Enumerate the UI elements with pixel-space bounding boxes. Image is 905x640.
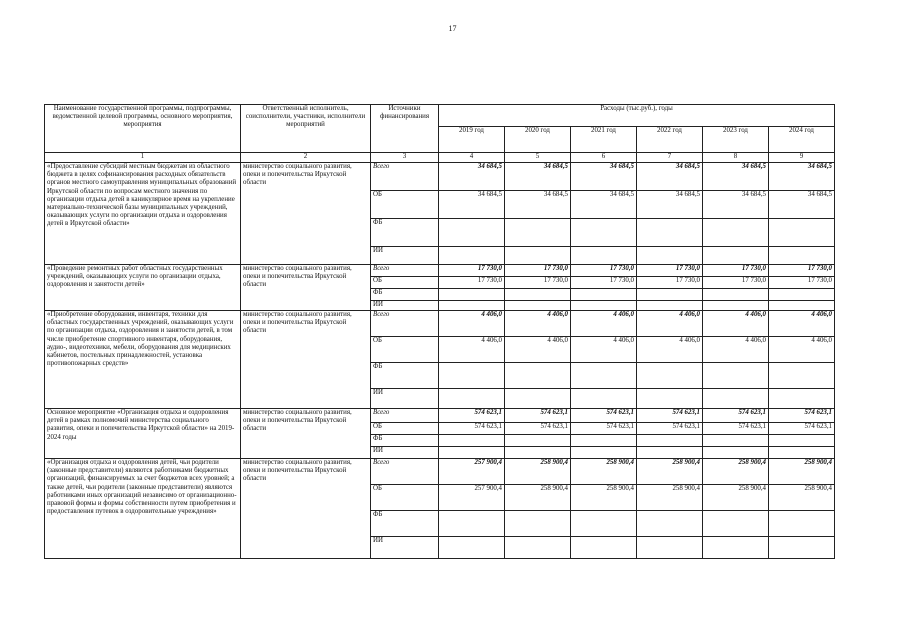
amount-cell xyxy=(637,219,703,247)
amount-cell xyxy=(637,363,703,389)
column-number: 8 xyxy=(703,153,769,163)
amount-cell xyxy=(703,537,769,559)
amount-cell: 4 406,0 xyxy=(505,337,571,363)
page-number: 17 xyxy=(448,24,457,33)
amount-cell: 17 730,0 xyxy=(637,277,703,289)
amount-cell: 574 623,1 xyxy=(439,409,505,423)
amount-cell: 574 623,1 xyxy=(505,409,571,423)
amount-cell xyxy=(637,247,703,265)
funding-source-cell: Всего xyxy=(371,163,439,191)
amount-cell xyxy=(439,511,505,537)
amount-cell: 574 623,1 xyxy=(505,423,571,435)
amount-cell xyxy=(637,435,703,447)
amount-cell xyxy=(769,301,835,311)
amount-cell xyxy=(637,511,703,537)
amount-cell xyxy=(571,537,637,559)
amount-cell: 258 900,4 xyxy=(637,459,703,485)
amount-cell: 4 406,0 xyxy=(703,337,769,363)
table-row xyxy=(45,459,835,485)
amount-cell: 34 684,5 xyxy=(571,191,637,219)
amount-cell xyxy=(769,363,835,389)
amount-cell: 258 900,4 xyxy=(703,459,769,485)
amount-cell xyxy=(571,219,637,247)
funding-source-cell: ФБ xyxy=(371,363,439,389)
amount-cell xyxy=(769,435,835,447)
program-name-cell: Основное мероприятие «Организация отдыха и оздоровления детей в рамках полномочий министерства социального развития, опеки и попечительства Иркутской области» на 2019-2024 годы xyxy=(45,409,241,459)
program-name-cell: «Проведение ремонтных работ областных государственных учреждений, оказывающих услуги по организации отдыха, оздоровления и занятости детей» xyxy=(45,265,241,311)
column-number: 1 xyxy=(45,153,241,163)
amount-cell: 4 406,0 xyxy=(703,311,769,337)
amount-cell xyxy=(505,219,571,247)
amount-cell xyxy=(769,447,835,459)
column-number: 5 xyxy=(505,153,571,163)
amount-cell xyxy=(439,435,505,447)
amount-cell xyxy=(439,447,505,459)
header-year: 2019 год xyxy=(439,127,505,153)
amount-cell xyxy=(505,537,571,559)
amount-cell: 258 900,4 xyxy=(505,459,571,485)
amount-cell: 17 730,0 xyxy=(703,265,769,277)
amount-cell: 574 623,1 xyxy=(703,409,769,423)
amount-cell xyxy=(505,447,571,459)
amount-cell: 34 684,5 xyxy=(637,191,703,219)
amount-cell: 574 623,1 xyxy=(703,423,769,435)
amount-cell xyxy=(439,247,505,265)
amount-cell: 258 900,4 xyxy=(703,485,769,511)
amount-cell: 574 623,1 xyxy=(571,409,637,423)
amount-cell: 17 730,0 xyxy=(637,265,703,277)
amount-cell: 4 406,0 xyxy=(637,311,703,337)
amount-cell: 34 684,5 xyxy=(439,191,505,219)
amount-cell xyxy=(505,289,571,301)
header-year: 2020 год xyxy=(505,127,571,153)
amount-cell xyxy=(571,447,637,459)
amount-cell xyxy=(703,511,769,537)
amount-cell xyxy=(505,435,571,447)
amount-cell xyxy=(769,537,835,559)
amount-cell xyxy=(769,389,835,409)
funding-source-cell: Всего xyxy=(371,409,439,423)
amount-cell xyxy=(637,289,703,301)
amount-cell xyxy=(505,247,571,265)
amount-cell xyxy=(505,389,571,409)
amount-cell: 17 730,0 xyxy=(505,277,571,289)
amount-cell xyxy=(439,301,505,311)
amount-cell xyxy=(571,363,637,389)
executor-cell: министерство социального развития, опеки и попечительства Иркутской области xyxy=(241,265,371,311)
amount-cell: 34 684,5 xyxy=(439,163,505,191)
amount-cell: 4 406,0 xyxy=(769,337,835,363)
table-row xyxy=(45,409,835,423)
amount-cell: 17 730,0 xyxy=(769,265,835,277)
funding-source-cell: ИИ xyxy=(371,537,439,559)
amount-cell xyxy=(703,389,769,409)
column-number: 4 xyxy=(439,153,505,163)
budget-table xyxy=(44,104,835,559)
table-row xyxy=(45,311,835,337)
program-name-cell: «Предоставление субсидий местным бюджетам из областного бюджета в целях софинансирования расходных обязательств органов местного самоуправления муниципальных образований Иркутской области по вопросам местного значения по организации отдыха детей в каникулярное время на укрепление материально-технической базы муниципальных учреждений, оказывающих услуги по организации отдыха и оздоровления детей в Иркутской области» xyxy=(45,163,241,265)
amount-cell: 4 406,0 xyxy=(637,337,703,363)
funding-source-cell: ИИ xyxy=(371,447,439,459)
amount-cell xyxy=(439,289,505,301)
amount-cell: 4 406,0 xyxy=(769,311,835,337)
funding-source-cell: ФБ xyxy=(371,511,439,537)
header-year: 2021 год xyxy=(571,127,637,153)
funding-source-cell: ИИ xyxy=(371,389,439,409)
amount-cell: 574 623,1 xyxy=(439,423,505,435)
amount-cell: 17 730,0 xyxy=(703,277,769,289)
amount-cell: 258 900,4 xyxy=(637,485,703,511)
amount-cell: 34 684,5 xyxy=(505,191,571,219)
amount-cell: 574 623,1 xyxy=(769,409,835,423)
funding-source-cell: ФБ xyxy=(371,219,439,247)
funding-source-cell: Всего xyxy=(371,311,439,337)
amount-cell xyxy=(637,447,703,459)
table-row xyxy=(45,265,835,277)
amount-cell: 574 623,1 xyxy=(637,423,703,435)
funding-source-cell: ИИ xyxy=(371,301,439,311)
header-executor: Ответственный исполнитель, соисполнители, участники, исполнители мероприятий xyxy=(241,105,371,153)
header-year: 2022 год xyxy=(637,127,703,153)
amount-cell: 4 406,0 xyxy=(439,337,505,363)
amount-cell: 17 730,0 xyxy=(769,277,835,289)
amount-cell: 34 684,5 xyxy=(637,163,703,191)
column-number: 6 xyxy=(571,153,637,163)
amount-cell xyxy=(505,301,571,311)
amount-cell: 574 623,1 xyxy=(637,409,703,423)
amount-cell: 574 623,1 xyxy=(571,423,637,435)
program-name-cell: «Организация отдыха и оздоровления детей, чьи родители (законные представители) являются работниками бюджетных организаций, финансируемых за счет бюджетов всех уровней; а также детей, чьи родители (законные представители) являются работниками иных организаций независимо от организационно-правовой формы и формы собственности путем приобретения и предоставления путевок в оздоровительные учреждения» xyxy=(45,459,241,559)
funding-source-cell: ИИ xyxy=(371,247,439,265)
amount-cell: 574 623,1 xyxy=(769,423,835,435)
amount-cell: 4 406,0 xyxy=(571,311,637,337)
amount-cell: 17 730,0 xyxy=(439,265,505,277)
table-row xyxy=(45,163,835,191)
amount-cell: 17 730,0 xyxy=(439,277,505,289)
funding-source-cell: Всего xyxy=(371,459,439,485)
column-number: 3 xyxy=(371,153,439,163)
funding-source-cell: Всего xyxy=(371,265,439,277)
amount-cell xyxy=(505,511,571,537)
funding-source-cell: ФБ xyxy=(371,289,439,301)
amount-cell: 258 900,4 xyxy=(505,485,571,511)
amount-cell xyxy=(769,511,835,537)
amount-cell xyxy=(769,247,835,265)
funding-source-cell: ОБ xyxy=(371,485,439,511)
funding-source-cell: ОБ xyxy=(371,337,439,363)
amount-cell xyxy=(439,537,505,559)
amount-cell: 34 684,5 xyxy=(505,163,571,191)
executor-cell: министерство социального развития, опеки и попечительства Иркутской области xyxy=(241,311,371,409)
header-program-name: Наименование государственной программы, подпрограммы, ведомственной целевой программы, основного мероприятия, мероприятия xyxy=(45,105,241,153)
amount-cell: 257 900,4 xyxy=(439,485,505,511)
funding-source-cell: ФБ xyxy=(371,435,439,447)
funding-source-cell: ОБ xyxy=(371,423,439,435)
amount-cell xyxy=(769,219,835,247)
amount-cell xyxy=(703,363,769,389)
funding-source-cell: ОБ xyxy=(371,191,439,219)
amount-cell: 4 406,0 xyxy=(439,311,505,337)
amount-cell xyxy=(571,389,637,409)
amount-cell xyxy=(703,301,769,311)
amount-cell: 258 900,4 xyxy=(769,459,835,485)
executor-cell: министерство социального развития, опеки и попечительства Иркутской области xyxy=(241,163,371,265)
program-name-cell: «Приобретение оборудования, инвентаря, техники для областных государственных учреждений, оказывающих услуги по организации отдыха, оздоровления и занятости детей, в том числе приобретение спортивного инвентаря, оборудования, аудио-, видеотехники, мебели, оборудования для медицинских кабинетов, постельных принадлежностей, установка противопожарных средств» xyxy=(45,311,241,409)
header-funding-source: Источники финансирования xyxy=(371,105,439,153)
column-number: 9 xyxy=(769,153,835,163)
amount-cell: 17 730,0 xyxy=(505,265,571,277)
amount-cell: 34 684,5 xyxy=(769,163,835,191)
amount-cell xyxy=(571,511,637,537)
executor-cell: министерство социального развития, опеки и попечительства Иркутской области xyxy=(241,409,371,459)
amount-cell xyxy=(703,219,769,247)
amount-cell: 34 684,5 xyxy=(769,191,835,219)
amount-cell xyxy=(571,435,637,447)
amount-cell xyxy=(571,301,637,311)
amount-cell xyxy=(703,289,769,301)
amount-cell xyxy=(571,289,637,301)
amount-cell xyxy=(703,247,769,265)
amount-cell: 258 900,4 xyxy=(571,459,637,485)
executor-cell: министерство социального развития, опеки и попечительства Иркутской области xyxy=(241,459,371,559)
header-expenses: Расходы (тыс.руб.), годы xyxy=(439,105,835,127)
amount-cell: 4 406,0 xyxy=(571,337,637,363)
amount-cell xyxy=(439,219,505,247)
amount-cell: 4 406,0 xyxy=(505,311,571,337)
amount-cell: 258 900,4 xyxy=(571,485,637,511)
amount-cell xyxy=(637,537,703,559)
column-number: 7 xyxy=(637,153,703,163)
amount-cell: 258 900,4 xyxy=(769,485,835,511)
amount-cell xyxy=(439,389,505,409)
funding-source-cell: ОБ xyxy=(371,277,439,289)
amount-cell xyxy=(505,363,571,389)
header-year: 2023 год xyxy=(703,127,769,153)
amount-cell xyxy=(637,301,703,311)
amount-cell xyxy=(439,363,505,389)
amount-cell xyxy=(769,289,835,301)
amount-cell: 34 684,5 xyxy=(703,191,769,219)
amount-cell: 17 730,0 xyxy=(571,277,637,289)
amount-cell xyxy=(571,247,637,265)
amount-cell xyxy=(703,435,769,447)
amount-cell xyxy=(703,447,769,459)
header-year: 2024 год xyxy=(769,127,835,153)
column-number: 2 xyxy=(241,153,371,163)
amount-cell: 257 900,4 xyxy=(439,459,505,485)
amount-cell xyxy=(637,389,703,409)
amount-cell: 34 684,5 xyxy=(571,163,637,191)
amount-cell: 34 684,5 xyxy=(703,163,769,191)
amount-cell: 17 730,0 xyxy=(571,265,637,277)
